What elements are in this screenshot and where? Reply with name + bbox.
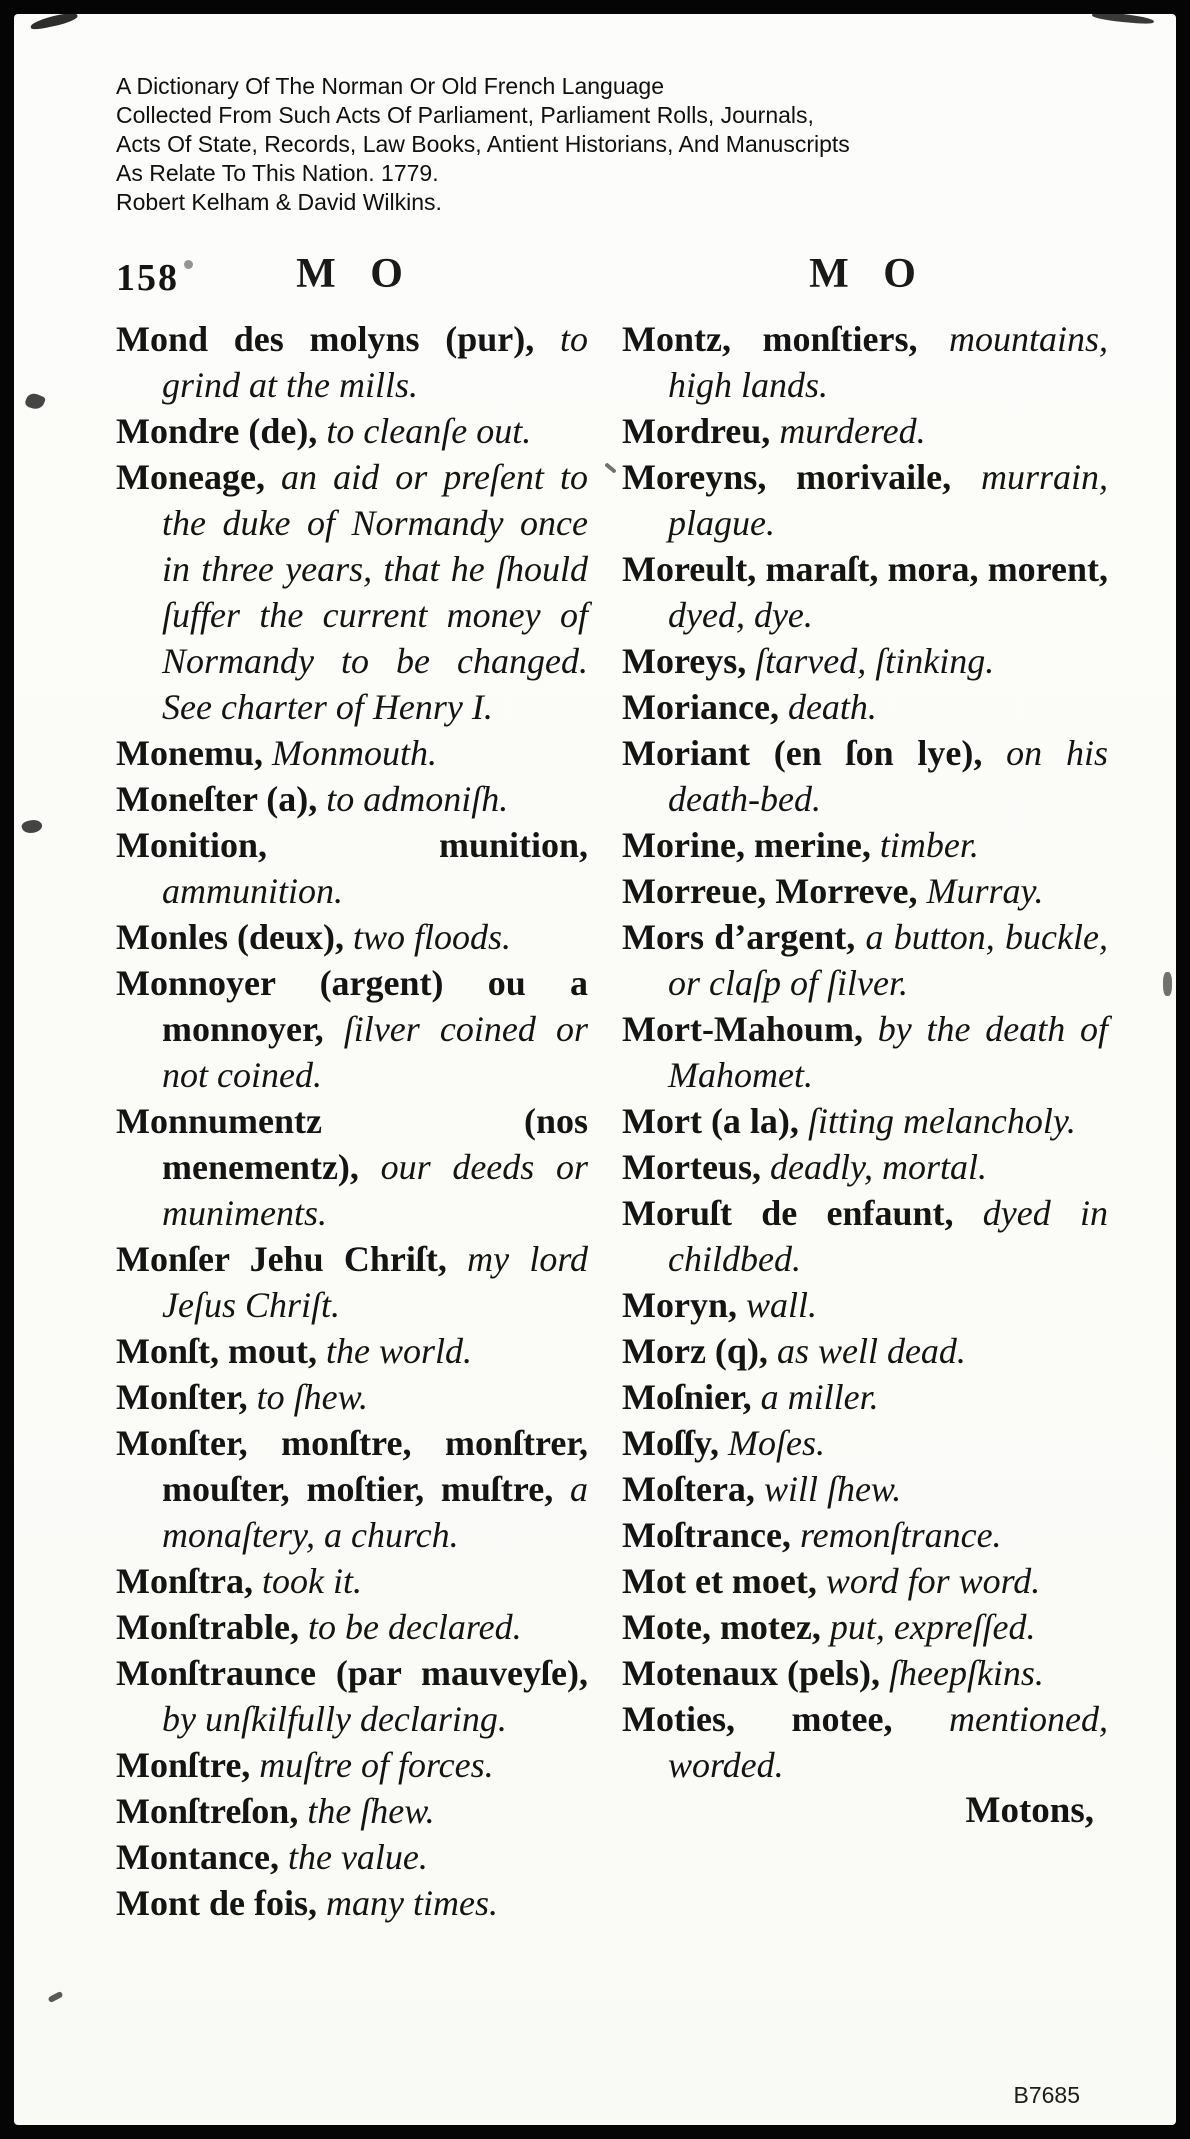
- entry-gloss: on his death-bed.: [668, 733, 1108, 819]
- entry-headword: Moreyns, morivaile,: [622, 457, 952, 497]
- entry-headword: Morteus,: [622, 1147, 761, 1187]
- dictionary-entry: [622, 822, 1108, 868]
- entry-gloss: murrain, plague.: [668, 457, 1108, 543]
- running-head: [116, 250, 1108, 298]
- dictionary-entry: [116, 776, 588, 822]
- entry-headword: Moneage,: [116, 457, 265, 497]
- title-line: Robert Kelham & David Wilkins.: [116, 189, 442, 215]
- dictionary-entry: [116, 1834, 588, 1880]
- entry-headword: Mond des molyns (pur),: [116, 319, 535, 359]
- entry-gloss: to grind at the mills.: [162, 319, 588, 405]
- dictionary-entry: [622, 1696, 1108, 1788]
- entry-headword: Monſtre,: [116, 1745, 251, 1785]
- dictionary-entry: [622, 1282, 1108, 1328]
- dictionary-entry: [116, 1650, 588, 1742]
- entry-gloss: our deeds or muniments.: [162, 1147, 588, 1233]
- entry-gloss: two floods.: [344, 917, 512, 957]
- entry-headword: Monſer Jehu Chriſt,: [116, 1239, 447, 1279]
- book-page: [14, 14, 1176, 2125]
- entry-gloss: an aid or preſent to the duke of Normandy once in three years, that he ſhould ſuffer the current money of Normandy to be changed. See charter of Henry I.: [162, 457, 588, 727]
- dictionary-entry: [622, 1098, 1108, 1144]
- entry-gloss: Moſes.: [719, 1423, 825, 1463]
- dictionary-entry: [622, 730, 1108, 822]
- dictionary-entry: [622, 1466, 1108, 1512]
- entry-headword: Moties, motee,: [622, 1699, 893, 1739]
- dictionary-entry: [622, 1144, 1108, 1190]
- entry-gloss: a monaſtery, a church.: [162, 1469, 589, 1555]
- entry-gloss: by unſkilfully declaring.: [162, 1699, 507, 1739]
- entry-headword: Monemu,: [116, 733, 263, 773]
- entry-headword: Moryn,: [622, 1285, 737, 1325]
- entry-headword: Mordreu,: [622, 411, 771, 451]
- dictionary-entry: [116, 1788, 588, 1834]
- entry-gloss: ſtarved, ſtinking.: [746, 641, 995, 681]
- entry-gloss: the ſhew.: [298, 1791, 435, 1831]
- dictionary-entry: [622, 316, 1108, 408]
- entry-gloss: muſtre of forces.: [250, 1745, 494, 1785]
- entry-headword: Motenaux (pels),: [622, 1653, 880, 1693]
- entry-headword: Monſt, mout,: [116, 1331, 317, 1371]
- entry-gloss: murdered.: [770, 411, 926, 451]
- entry-headword: Monles (deux),: [116, 917, 344, 957]
- entry-gloss: ſitting melancholy.: [798, 1101, 1076, 1141]
- entry-gloss: a button, buckle, or claſp of ſilver.: [668, 917, 1108, 1003]
- dictionary-entry: [116, 454, 588, 730]
- entry-gloss: death.: [778, 687, 877, 727]
- entry-gloss: the value.: [278, 1837, 428, 1877]
- scan-artifact: [20, 817, 43, 836]
- entry-headword: Mote, motez,: [622, 1607, 821, 1647]
- entry-headword: Monſtreſon,: [116, 1791, 299, 1831]
- entry-headword: Mondre (de),: [116, 411, 318, 451]
- dictionary-entry: [622, 1328, 1108, 1374]
- dictionary-entry: [116, 1880, 588, 1926]
- entry-headword: Monſter, monſtre, monſtrer, mouſter, moſtier, muſtre,: [116, 1423, 588, 1509]
- title-block: [116, 72, 850, 217]
- entry-headword: Moneſter (a),: [116, 779, 318, 819]
- entry-gloss: timber.: [870, 825, 979, 865]
- column-header-right: M O: [809, 251, 921, 297]
- entry-gloss: wall.: [736, 1285, 817, 1325]
- scan-artifact: [29, 14, 78, 31]
- entry-gloss: mentioned, worded.: [668, 1699, 1108, 1785]
- entry-headword: Monnumentz (nos menementz),: [116, 1101, 588, 1187]
- dictionary-entry: [116, 960, 588, 1098]
- dictionary-entry: [622, 914, 1108, 1006]
- entry-headword: Montance,: [116, 1837, 279, 1877]
- title-line: A Dictionary Of The Norman Or Old French Language: [116, 73, 665, 99]
- entry-headword: Moreult, maraſt, mora, morent,: [622, 549, 1108, 589]
- title-line: As Relate To This Nation. 1779.: [116, 160, 439, 186]
- entry-headword: Moruſt de enfaunt,: [622, 1193, 954, 1233]
- entry-headword: Mors d’argent,: [622, 917, 856, 957]
- dictionary-entry: [116, 822, 588, 914]
- title-line: Collected From Such Acts Of Parliament, Parliament Rolls, Journals,: [116, 102, 814, 128]
- entry-gloss: ammunition.: [162, 871, 344, 911]
- dictionary-entry: [116, 1742, 588, 1788]
- dictionary-entry: [116, 914, 588, 960]
- entry-gloss: deadly, mortal.: [760, 1147, 987, 1187]
- dictionary-entry: [622, 408, 1108, 454]
- entry-headword: Monſter,: [116, 1377, 248, 1417]
- scan-artifact: [1092, 14, 1154, 25]
- two-column-text: [116, 316, 1108, 1926]
- entry-gloss: Monmouth.: [263, 733, 437, 773]
- entry-headword: Moriant (en ſon lye),: [622, 733, 983, 773]
- entry-gloss: by the death of Mahomet.: [668, 1009, 1108, 1095]
- entry-gloss: as well dead.: [767, 1331, 966, 1371]
- entry-headword: Mont de fois,: [116, 1883, 317, 1923]
- entry-headword: Morz (q),: [622, 1331, 768, 1371]
- column-header-left: M O: [296, 251, 408, 297]
- entry-gloss: my lord Jeſus Chriſt.: [162, 1239, 588, 1325]
- entry-headword: Mort (a la),: [622, 1101, 799, 1141]
- scan-artifact: [184, 260, 193, 269]
- left-column: [116, 316, 588, 1926]
- entry-gloss: put, expreſſed.: [820, 1607, 1036, 1647]
- entry-headword: Mot et moet,: [622, 1561, 817, 1601]
- dictionary-entry: [116, 1420, 588, 1558]
- entry-gloss: remonſtrance.: [790, 1515, 1002, 1555]
- entry-headword: Morine, merine,: [622, 825, 871, 865]
- entry-gloss: a miller.: [751, 1377, 879, 1417]
- right-column: [622, 316, 1108, 1834]
- title-line: Acts Of State, Records, Law Books, Antient Historians, And Manuscripts: [116, 131, 850, 157]
- right-column-entries: [622, 316, 1108, 1788]
- entry-headword: Monſtrable,: [116, 1607, 299, 1647]
- dictionary-entry: [622, 454, 1108, 546]
- dictionary-entry: [116, 1236, 588, 1328]
- entry-gloss: dyed, dye.: [668, 595, 813, 635]
- entry-gloss: many times.: [317, 1883, 498, 1923]
- dictionary-entry: [622, 868, 1108, 914]
- dictionary-entry: [116, 730, 588, 776]
- entry-gloss: ſilver coined or not coined.: [162, 1009, 588, 1095]
- entry-gloss: ſheepſkins.: [879, 1653, 1044, 1693]
- entry-gloss: dyed in childbed.: [668, 1193, 1108, 1279]
- entry-headword: Moſnier,: [622, 1377, 752, 1417]
- entry-gloss: Murray.: [917, 871, 1044, 911]
- entry-gloss: word for word.: [816, 1561, 1041, 1601]
- entry-gloss: to be declared.: [298, 1607, 522, 1647]
- dictionary-entry: [116, 1328, 588, 1374]
- entry-headword: Moriance,: [622, 687, 779, 727]
- dictionary-entry: [116, 1604, 588, 1650]
- entry-headword: Monition, munition,: [116, 825, 588, 865]
- dictionary-entry: [116, 1374, 588, 1420]
- entry-headword: Moſſy,: [622, 1423, 719, 1463]
- entry-gloss: mountains, high lands.: [668, 319, 1109, 405]
- scan-artifact: [1163, 972, 1172, 996]
- page-number: 158: [116, 257, 179, 299]
- entry-gloss: to admoniſh.: [317, 779, 509, 819]
- dictionary-entry: [116, 1558, 588, 1604]
- entry-headword: Morreue, Morreve,: [622, 871, 918, 911]
- catchword: Motons,: [965, 1790, 1094, 1831]
- dictionary-entry: [622, 638, 1108, 684]
- dictionary-entry: [622, 1190, 1108, 1282]
- dictionary-entry: [622, 1512, 1108, 1558]
- dictionary-entry: [622, 1420, 1108, 1466]
- entry-headword: Monnoyer (argent) ou a monnoyer,: [116, 963, 588, 1049]
- dictionary-entry: [622, 1374, 1108, 1420]
- dictionary-entry: [116, 1098, 588, 1236]
- entry-headword: Monſtra,: [116, 1561, 253, 1601]
- entry-gloss: to ſhew.: [247, 1377, 368, 1417]
- scan-id-code: B7685: [1013, 2082, 1080, 2108]
- entry-gloss: the world.: [317, 1331, 473, 1371]
- scan-artifact: [24, 391, 46, 412]
- dictionary-entry: [622, 1650, 1108, 1696]
- entry-gloss: will ſhew.: [754, 1469, 902, 1509]
- entry-headword: Moſtera,: [622, 1469, 755, 1509]
- dictionary-entry: [622, 1006, 1108, 1098]
- dictionary-entry: [116, 408, 588, 454]
- dictionary-entry: [116, 316, 588, 408]
- dictionary-page-body: [116, 250, 1108, 1926]
- entry-gloss: to cleanſe out.: [317, 411, 532, 451]
- dictionary-entry: [622, 1604, 1108, 1650]
- entry-headword: Montz, monſtiers,: [622, 319, 918, 359]
- scan-artifact: [47, 1991, 63, 2003]
- dictionary-entry: [622, 684, 1108, 730]
- dictionary-entry: [622, 546, 1108, 638]
- entry-headword: Monſtraunce (par mauveyſe),: [116, 1653, 588, 1693]
- entry-headword: Moſtrance,: [622, 1515, 791, 1555]
- entry-gloss: took it.: [252, 1561, 362, 1601]
- dictionary-entry: [622, 1558, 1108, 1604]
- entry-headword: Moreys,: [622, 641, 747, 681]
- entry-headword: Mort-Mahoum,: [622, 1009, 863, 1049]
